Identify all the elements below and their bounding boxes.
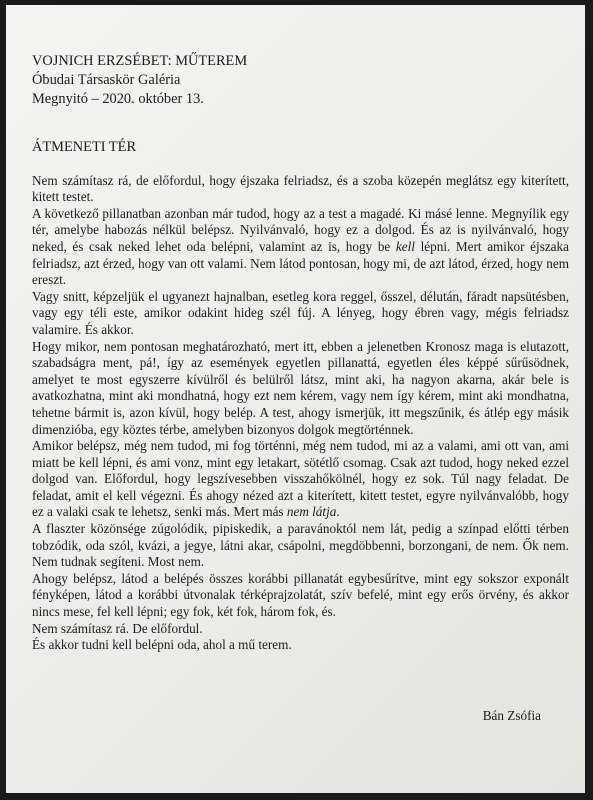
emphasis-text: nem látja (286, 504, 337, 520)
paragraph-text: A következő pillanatban azonban már tudod, hogy az a test a magadé. Ki másé lenne. Megnyílik egy tér, amelybe habozás nélkül belépsz. Nyilvánvaló, hogy ez a dolgod. És az is nyilvánvaló, hogy neked, és csak neked lehet oda belépni, valamint az is, hogy be (32, 205, 569, 254)
paragraph-text: lépni. Mert amikor éjszaka felriadsz, azt érzed, hogy van ott valami. Nem látod pontosan, hogy mi, de azt látod, érzed, hogy nem ereszt. (32, 238, 569, 288)
paragraph (32, 339, 569, 439)
essay-title: ÁTMENETI TÉR (32, 138, 137, 155)
emphasis-text: kell (395, 238, 415, 254)
paragraph-text: A flaszter közönsége zúgolódik, pipiskedik, a paravánoktól nem lát, pedig a színpad előtti térben tobzódik, oda szól, kvázi, a jegye, látni akar, csápolni, megdöbbenni, borzongani, de nem. Ők nem. Nem tudnak segíteni. Most nem. (32, 521, 569, 570)
paragraph (32, 289, 569, 339)
paragraph (32, 206, 569, 289)
gallery-name: Óbudai Társaskör Galéria (32, 72, 181, 89)
paragraph-text: Hogy mikor, nem pontosan meghatározható, mert itt, ebben a jelenetben Kronosz maga is elutazott, szabadságra ment, pá!, így az események egyetlen pillanattá, egyetlen éles képpé sűrűsödnek, amelyet te most egyszerre kívülről és belülről látsz, mint aki, ha nagyon akarna, akár bele is avatkozhatna, mint aki mondhatná, hogy ezt nem kérem, vagy nem így kérem, mint aki mondhatna, tehetne bármit is, azon kívül, hogy belép. A test, ahogy ismerjük, itt megszűnik, és átlép egy másik dimenzióba, egy köztes térbe, amelyben bizonyos dolgok megtörténnek. (32, 338, 569, 437)
paragraph-text: Amikor belépsz, még nem tudod, mi fog történni, még nem tudod, mi az a valami, ami ott van, ami miatt be kell lépni, és ami vonz, mint egy letakart, sötétlő csomag. Csak azt tudod, hogy neked ezzel dolgod van. Előfordul, hogy legszívesebben visszahőkölnél, hogy ez sok. Túl nagy feladat. De feladat, amit el kell végezni. És ahogy nézed azt a kiterített, kitett testet, egyre nyilvánvalóbb, hogy ez a valaki csak te lehetsz, senki más. Mert más (32, 438, 569, 520)
essay-body (32, 173, 569, 654)
opening-date: Megnyitó – 2020. október 13. (32, 91, 204, 108)
paragraph-text: Nem számítasz rá, de előfordul, hogy éjszaka felriadsz, és a szoba közepén meglátsz egy kiterített, kitett testet. (32, 172, 569, 205)
paragraph-text: Ahogy belépsz, látod a belépés összes korábbi pillanatát egybesűrítve, mint egy sokszor exponált fényképen, látod a korábbi útvonalak térképrajzolatát, szív befelé, mint egy erős örvény, és akkor nincs mese, fel kell lépni; egy fok, két fok, három fok, és. (32, 570, 569, 620)
paragraph (32, 637, 569, 654)
paragraph (32, 173, 569, 206)
paragraph-text: . (336, 504, 340, 520)
paragraph (32, 521, 569, 571)
author-signature: Bán Zsófia (482, 708, 541, 723)
exhibition-title: VOJNICH ERZSÉBET: MŰTEREM (32, 53, 248, 69)
paragraph (32, 438, 569, 521)
paragraph-text: És akkor tudni kell belépni oda, ahol a mű terem. (32, 637, 292, 653)
paragraph (32, 621, 569, 638)
paragraph-text: Vagy snitt, képzeljük el ugyanezt hajnalban, esetleg kora reggel, ősszel, délután, fáradt napsütésben, vagy egy téli este, amikor odakint hideg szél fúj. A lényeg, hogy ébren vagy, mégis felriadsz valamire. És akkor. (32, 288, 569, 337)
document-page (6, 5, 585, 793)
paragraph-text: Nem számítasz rá. De előfordul. (32, 620, 203, 636)
paragraph (32, 571, 569, 621)
